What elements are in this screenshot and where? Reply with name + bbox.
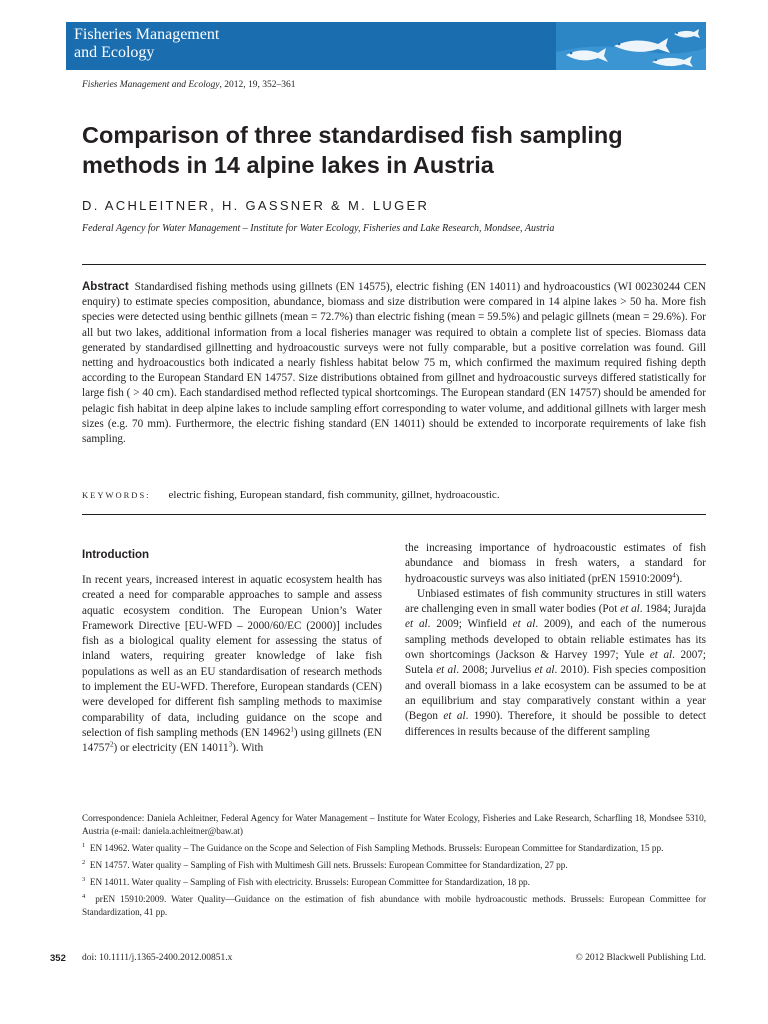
citation-journal: Fisheries Management and Ecology bbox=[82, 80, 220, 90]
doi-link[interactable]: doi: 10.1111/j.1365-2400.2012.00851.x bbox=[82, 953, 233, 963]
journal-name-line1: Fisheries Management bbox=[74, 26, 220, 43]
keywords-list: electric fishing, European standard, fish community, gillnet, hydroacoustic. bbox=[168, 489, 500, 501]
author-affiliation: Federal Agency for Water Management – Institute for Water Ecology, Fisheries and Lake Research, Mondsee, Austria bbox=[82, 223, 555, 234]
journal-banner bbox=[66, 22, 706, 70]
intro-paragraph: the increasing importance of hydroacoustic estimates of fish abundance and biomass in fresh waters, a standard for hydroacoustic surveys was also initiated (prEN 15910:2009$^4$). bbox=[405, 542, 706, 585]
journal-name bbox=[74, 26, 219, 62]
copyright: © 2012 Blackwell Publishing Ltd. bbox=[575, 953, 706, 963]
article-title: Comparison of three standardised fish sampling methods in 14 alpine lakes in Austria bbox=[82, 122, 623, 178]
journal-name-line2: and Ecology bbox=[74, 44, 155, 61]
intro-paragraph: Unbiased estimates of fish community structures in still waters are challenging even in small water bodies (Pot et al. 1984; Jurajda et al. 2009; Winfield et al. 2009), and each of the numerous sampling methods developed to obtain reliable estimates has its own shortcomings (Jackson & Harvey 1997; Yule et al. 2007; Sutela et al. 2008; Jurvelius et al. 2010). Fish species composition and overall biomass in a lake ecosystem can be assumed to be at an equilibrium and stay comparatively constant within a year (Begon et al. 1990). Therefore, it should be possible to detect differences in results because of the different sampling bbox=[405, 587, 707, 738]
footnote-2: $^2$ EN 14757. Water quality – Sampling of Fish with Multimesh Gill nets. Brussels: European Committee for Standardization, 27 pp. bbox=[82, 858, 568, 870]
abstract-top-rule bbox=[82, 264, 706, 265]
abstract-bottom-rule bbox=[82, 514, 706, 515]
correspondence-note: Correspondence: Daniela Achleitner, Federal Agency for Water Management – Institute for Water Ecology, Fisheries and Lake Research, Scharfling 18, Mondsee 5310, Austria (e-mail: daniela.achleitner@baw.at) bbox=[82, 813, 706, 836]
footnote-4: $^4$ prEN 15910:2009. Water Quality—Guidance on the estimation of fish abundance with mobile hydroacoustic methods. Brussels: European Committee for Standardization, 41 pp. bbox=[82, 892, 706, 917]
body-column-right bbox=[405, 541, 706, 740]
footnotes bbox=[82, 812, 706, 923]
keywords-label: KEYWORDS: bbox=[82, 490, 151, 500]
body-column-left bbox=[82, 573, 382, 757]
citation-line bbox=[82, 80, 295, 90]
footnote-3: $^3$ EN 14011. Water quality – Sampling of Fish with electricity. Brussels: European Committee for Standardization, 18 pp. bbox=[82, 875, 530, 887]
keywords bbox=[82, 489, 500, 501]
section-heading-introduction: Introduction bbox=[82, 549, 150, 561]
fish-illustration-icon bbox=[556, 22, 706, 70]
citation-details: , 2012, 19, 352–361 bbox=[219, 80, 296, 90]
page-number: 352 bbox=[50, 953, 66, 964]
abstract-text: Standardised fishing methods using gillnets (EN 14575), electric fishing (EN 14011) and hydroacoustics (WI 00230244 CEN enquiry) to estimate species composition, abundance, biomass and size distribution were compared in 14 alpine lakes > 50 ha. More fish species were detected using benthic gillnets (mean = 72.7%) than electric fishing (mean = 59.5%) and pelagic gillnets (mean = 29.6%). For all but two lakes, additional information from a local fisheries manager was required to obtain a complete list of species. Biomass data generated by standardised gillnetting and hydroacoustic surveys were not fully comparable, but a positive correlation was found. Gill netting and hydroacoustics both indicated a nearly fishless habitat below 75 m, which confirmed the maximum required fishing depth according to the European Standard EN 14757. Size distributions obtained from gillnet and hydroacoustic surveys differed statistically for large fish ( > 40 cm). Each standardised method reflected typical shortcomings. The European standard (EN 14757) should be amended for pelagic fish habitat in deep alpine lakes to include sampling effort corresponding to water volume, and additional gillnets with larger mesh sizes (e.g. 70 mm). Furthermore, the electric fishing standard (EN 14011) should be extended to incorporate requirements of lake fish sampling. bbox=[82, 281, 706, 446]
abstract-label: Abstract bbox=[82, 281, 129, 293]
footnote-1: $^1$ EN 14962. Water quality – The Guidance on the Scope and Selection of Fish Sampling Methods. Brussels: European Committee for Standardization, 15 pp. bbox=[82, 841, 664, 853]
intro-paragraph: In recent years, increased interest in aquatic ecosystem health has created a need for comparable approaches to sample and assess aquatic ecosystem condition. The European Union’s Water Framework Directive [EU-WFD – 2000/60/EC (2000)] includes fish as a biological quality element for assessing the status of inland waters, requiring greater knowledge of lake fish populations as well as an EU standardisation of research methods to implement the EU-WFD. Therefore, European standards (CEN) were developed for different fish sampling methods to maximise comparability of data, including guidance on the scope and selection of fish sampling methods (EN 14962$^1$) using gillnets (EN 14757$^2$) or electricity (EN 14011$^3$). With bbox=[82, 574, 382, 755]
abstract bbox=[82, 280, 706, 447]
article-authors: D. ACHLEITNER, H. GASSNER & M. LUGER bbox=[82, 198, 430, 213]
